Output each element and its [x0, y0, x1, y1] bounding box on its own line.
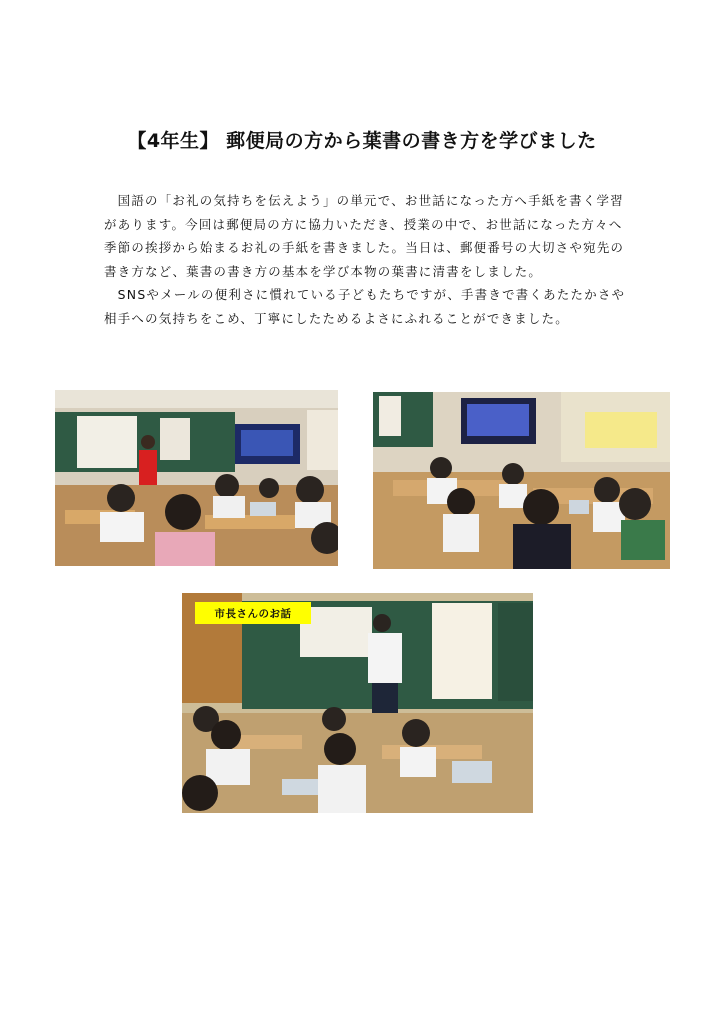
paragraph-2: SNSやメールの便利さに慣れている子どもたちですが、手書きで書くあたたかさや相手への気持ちをこめ、丁寧にしたためるよさにふれることができました。 [104, 287, 626, 326]
paragraph-1: 国語の「お礼の気持ちを伝えよう」の単元で、お世話になった方へ手紙を書く学習があります。今回は郵便局の方に協力いただき、授業の中で、お世話になった方々へ季節の挨拶から始まるお礼の手紙を書きました。当日は、郵便番号の大切さや宛先の書き方など、葉書の書き方の基本を学び本物の葉書に清書をしました。 [104, 193, 625, 279]
photo-caption: 市長さんのお話 [195, 602, 311, 624]
classroom-photo-2 [373, 392, 670, 569]
classroom-photo-3 [182, 593, 533, 813]
classroom-photo-1 [55, 390, 338, 566]
article-body [104, 189, 634, 330]
page-title: 【4年生】 郵便局の方から葉書の書き方を学びました [127, 130, 597, 152]
